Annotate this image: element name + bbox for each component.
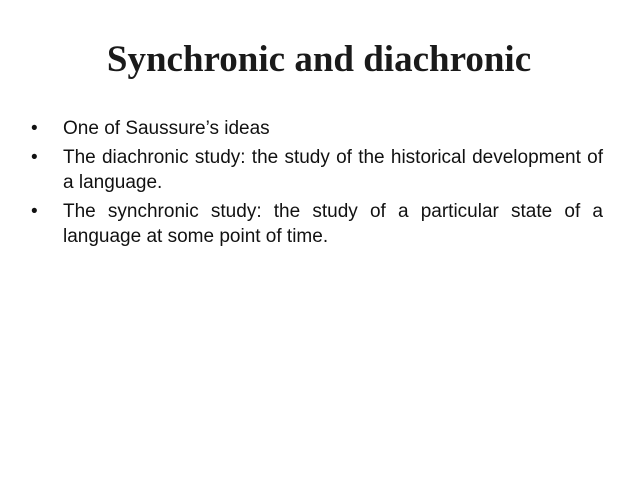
list-item <box>31 199 603 249</box>
bullet-icon: • <box>31 118 38 139</box>
bullet-icon: • <box>31 201 38 222</box>
slide-title: Synchronic and diachronic <box>106 39 532 80</box>
list-item <box>31 145 603 195</box>
bullet-icon: • <box>31 147 38 168</box>
bullet-list <box>31 116 603 253</box>
bullet-text: The synchronic study: the study of a particular state of a language at some point of time. <box>63 201 603 247</box>
bullet-text: One of Saussure’s ideas <box>63 118 270 139</box>
bullet-text: The diachronic study: the study of the historical development of a language. <box>63 147 603 193</box>
list-item <box>31 116 603 141</box>
